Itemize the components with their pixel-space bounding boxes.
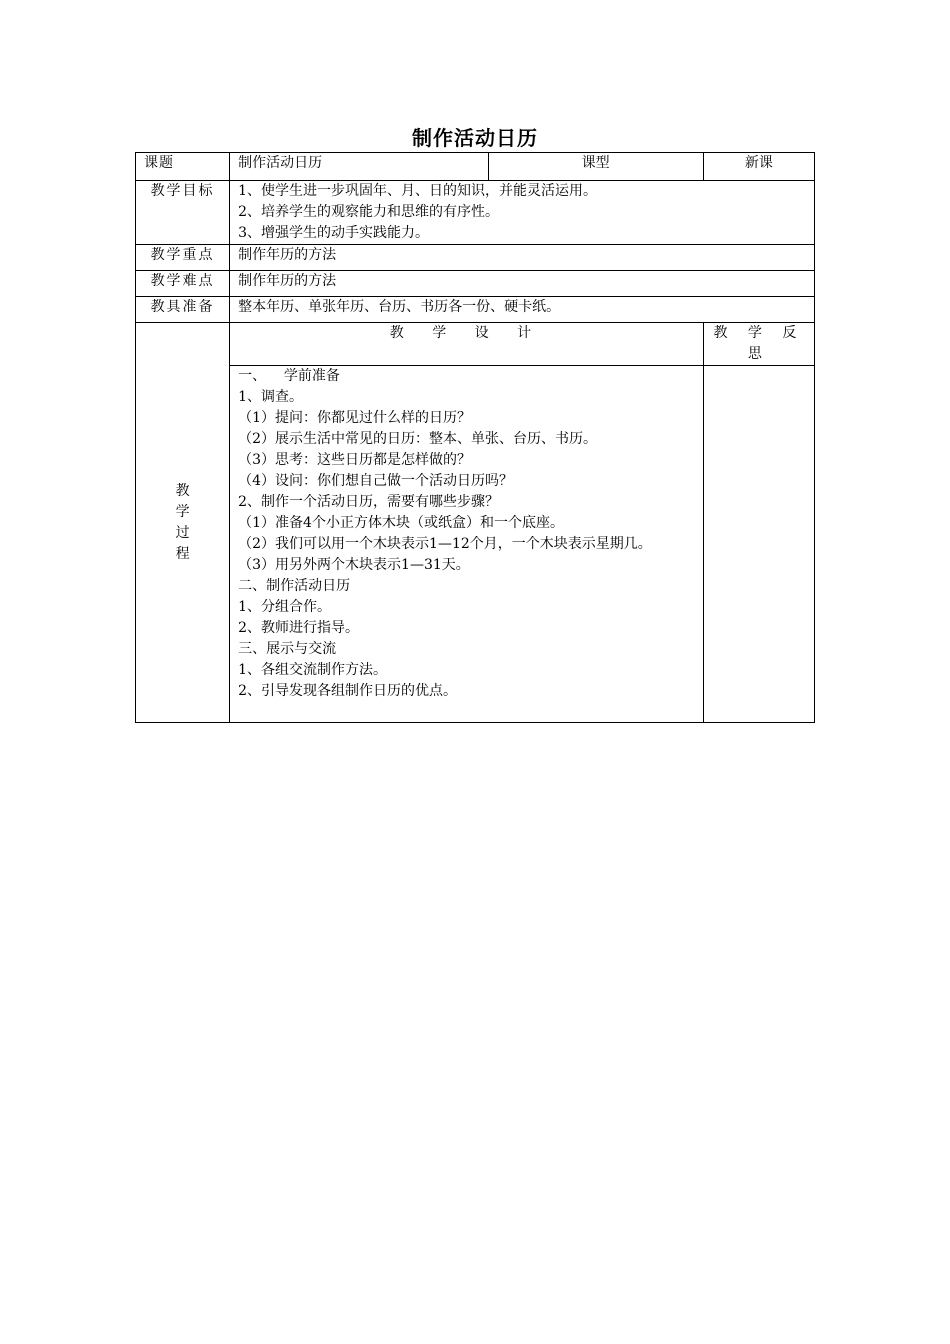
key-point-value: 制作年历的方法 <box>230 245 815 271</box>
goal-line: 3、增强学生的动手实践能力。 <box>238 225 430 241</box>
process-label-char: 教 <box>175 482 190 499</box>
key-point-row <box>136 245 815 271</box>
lesson-plan-table <box>135 152 815 723</box>
process-line: 一、 学前准备 <box>238 368 340 384</box>
topic-row <box>136 153 815 181</box>
process-label-char: 学 <box>175 503 190 520</box>
process-line: 2、制作一个活动日历，需要有哪些步骤？ <box>238 494 500 510</box>
difficulty-row <box>136 271 815 297</box>
key-point-label: 教学重点 <box>136 245 230 271</box>
process-body-row <box>136 366 815 723</box>
process-line: （1）准备4个小正方体木块（或纸盒）和一个底座。 <box>238 515 564 531</box>
process-line: （1）提问：你都见过什么样的日历？ <box>238 410 472 426</box>
process-line: 三、展示与交流 <box>238 641 337 657</box>
process-line: （2）我们可以用一个木块表示1—12个月，一个木块表示星期几。 <box>238 536 652 552</box>
goals-label: 教学目标 <box>136 181 230 245</box>
materials-row <box>136 297 815 323</box>
design-content <box>230 366 704 723</box>
goals-content <box>230 181 815 245</box>
process-line: 二、制作活动日历 <box>238 578 351 594</box>
difficulty-value: 制作年历的方法 <box>230 271 815 297</box>
materials-value: 整本年历、单张年历、台历、书历各一份、硬卡纸。 <box>230 297 815 323</box>
materials-label: 教具准备 <box>136 297 230 323</box>
process-line: （3）思考：这些日历都是怎样做的？ <box>238 452 472 468</box>
goal-line: 2、培养学生的观察能力和思维的有序性。 <box>238 204 500 220</box>
process-line: （2）展示生活中常见的日历：整本、单张、台历、书历。 <box>238 431 598 447</box>
page-title: 制作活动日历 <box>412 126 538 150</box>
process-line: （4）设问：你们想自己做一个活动日历吗？ <box>238 473 514 489</box>
goal-line: 1、使学生进一步巩固年、月、日的知识，并能灵活运用。 <box>238 183 598 199</box>
process-line: 1、调查。 <box>238 389 304 405</box>
process-line: 1、各组交流制作方法。 <box>238 662 388 678</box>
process-line: 1、分组合作。 <box>238 599 332 615</box>
process-line: 2、教师进行指导。 <box>238 620 360 636</box>
design-header: 教 学 设 计 <box>230 323 704 366</box>
difficulty-label: 教学难点 <box>136 271 230 297</box>
process-label-char: 过 <box>175 524 190 541</box>
goals-row <box>136 181 815 245</box>
reflection-header: 教 学 反 思 <box>703 323 814 366</box>
process-line: 2、引导发现各组制作日历的优点。 <box>238 683 458 699</box>
type-label: 课型 <box>488 153 703 181</box>
process-label <box>136 323 230 723</box>
reflection-content <box>703 366 814 723</box>
process-label-char: 程 <box>175 545 190 562</box>
process-line: （3）用另外两个木块表示1—31天。 <box>238 557 470 573</box>
design-header-row <box>136 323 815 366</box>
topic-value: 制作活动日历 <box>230 153 488 181</box>
type-value: 新课 <box>703 153 814 181</box>
topic-label: 课题 <box>136 153 230 181</box>
